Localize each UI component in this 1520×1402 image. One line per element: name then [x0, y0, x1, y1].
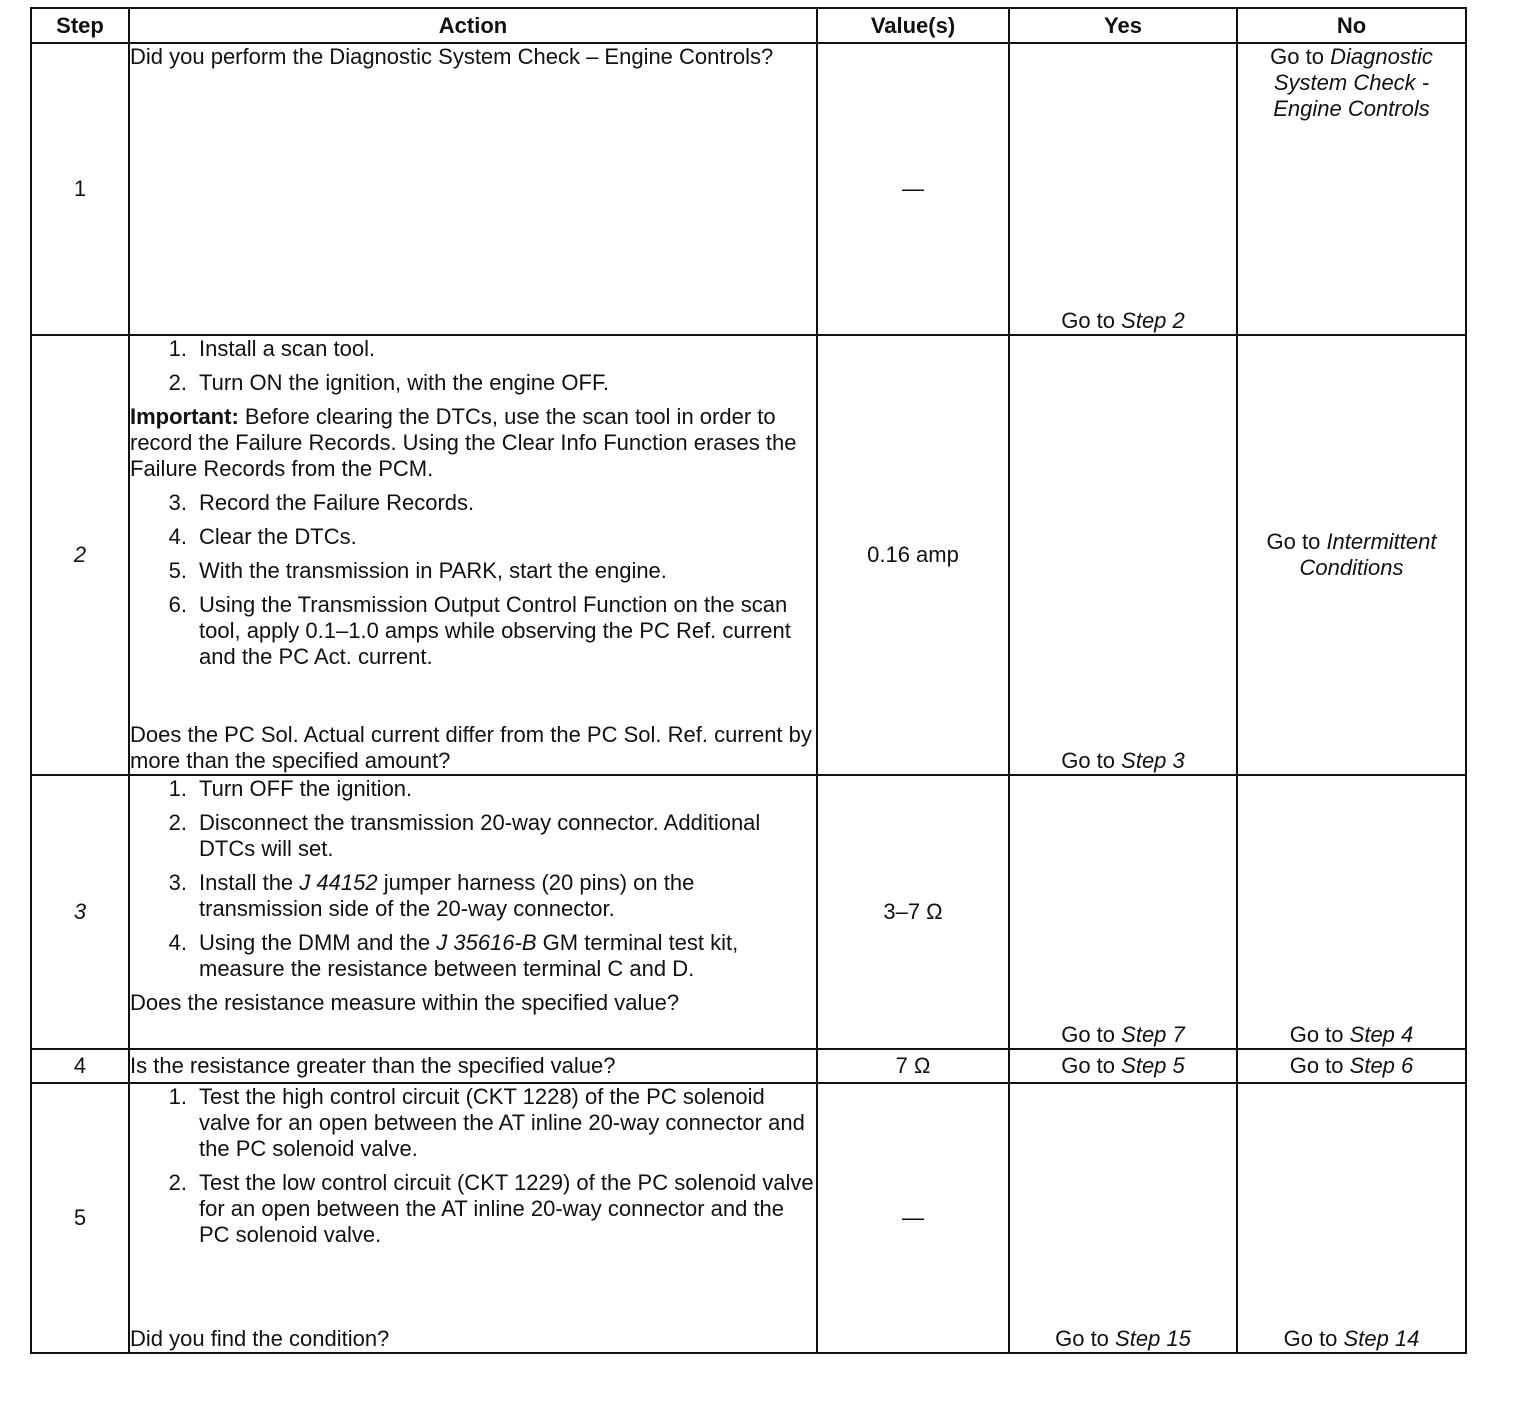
no-cell — [1237, 335, 1466, 775]
action-steps-list — [130, 490, 816, 670]
step-number: 4 — [31, 1049, 129, 1083]
list-item-text: Install a scan tool. — [199, 336, 376, 361]
list-item-text: Clear the DTCs. — [199, 524, 357, 549]
important-text: Before clearing the DTCs, use the scan tool in order to record the Failure Records. Using the Clear Info Function erases the Failure Records from the PCM. — [130, 404, 797, 481]
list-item-number: 3 . — [130, 490, 187, 516]
no-target: Step 4 — [1349, 1022, 1414, 1047]
step-number: 1 — [31, 43, 129, 335]
action-cell — [129, 1083, 817, 1353]
go-to-label: Go to — [1289, 1053, 1344, 1078]
list-item — [130, 810, 816, 862]
yes-target: Step 15 — [1115, 1326, 1191, 1351]
action-question: Does the PC Sol. Actual current differ from the PC Sol. Ref. current by more than the specified amount? — [130, 722, 812, 773]
table-row — [31, 1049, 1466, 1083]
value-cell: 0.16 amp — [817, 335, 1009, 775]
header-step: Step — [31, 8, 129, 43]
list-item-text: Test the low control circuit (CKT 1229) of the PC solenoid valve for an open between the AT inline 20-way connector and the PC solenoid valve. — [199, 1170, 814, 1247]
step-text-pre: Using the DMM and the — [199, 930, 431, 955]
tool-number: J 44152 — [299, 870, 378, 895]
yes-target: Step 5 — [1121, 1053, 1185, 1078]
list-item-text: Disconnect the transmission 20-way connector. Additional DTCs will set. — [199, 810, 761, 861]
no-link[interactable] — [1290, 1053, 1414, 1078]
list-item — [130, 870, 816, 922]
list-item-number: 3 . — [130, 870, 187, 922]
list-item-text: With the transmission in PARK, start the engine. — [199, 558, 667, 583]
table-row — [31, 1083, 1466, 1353]
list-item — [130, 370, 816, 396]
yes-target: Step 7 — [1121, 1022, 1185, 1047]
diagnostic-table-container — [30, 7, 1467, 1354]
list-item — [130, 776, 816, 802]
action-cell — [129, 335, 817, 775]
no-cell — [1237, 1083, 1466, 1353]
list-item-number: 2 . — [130, 810, 187, 862]
yes-target: Step 3 — [1121, 748, 1185, 773]
yes-target: Step 2 — [1121, 308, 1185, 333]
important-note — [130, 404, 816, 482]
list-item-text: Record the Failure Records. — [199, 490, 475, 515]
yes-cell — [1009, 43, 1237, 335]
no-link[interactable] — [1267, 529, 1437, 580]
no-link[interactable] — [1290, 1022, 1414, 1047]
tool-number: J 35616-B — [436, 930, 537, 955]
go-to-label: Go to — [1061, 1022, 1116, 1047]
header-no: No — [1237, 8, 1466, 43]
go-to-label: Go to — [1061, 308, 1116, 333]
list-item — [130, 930, 816, 982]
list-item-text: Turn ON the ignition, with the engine OFF. — [199, 370, 610, 395]
action-question: Does the resistance measure within the specified value? — [130, 990, 680, 1015]
no-link[interactable] — [1284, 1326, 1420, 1351]
action-steps-list — [130, 1084, 816, 1248]
list-item-number: 1 . — [130, 336, 187, 362]
go-to-label: Go to — [1266, 529, 1321, 554]
action-question: Did you perform the Diagnostic System Check – Engine Controls? — [130, 44, 774, 69]
no-target: Step 14 — [1343, 1326, 1420, 1351]
list-item — [130, 592, 816, 670]
no-target: Intermittent Conditions — [1299, 529, 1437, 580]
list-item-text: Test the high control circuit (CKT 1228) of the PC solenoid valve for an open between the AT inline 20-way connector and the PC solenoid valve. — [199, 1084, 805, 1161]
yes-link[interactable] — [1061, 1022, 1185, 1047]
list-item-number: 2 . — [130, 370, 187, 396]
list-item-text — [187, 930, 816, 982]
list-item — [130, 490, 816, 516]
step-number: 2 — [31, 335, 129, 775]
step-number: 3 — [31, 775, 129, 1049]
list-item-text: Using the Transmission Output Control Function on the scan tool, apply 0.1–1.0 amps while observing the PC Ref. current and the PC Act. current. — [199, 592, 791, 669]
diagnostic-table — [30, 7, 1467, 1354]
header-action: Action — [129, 8, 817, 43]
spacer — [130, 1256, 816, 1326]
step-number: 5 — [31, 1083, 129, 1353]
go-to-label: Go to — [1061, 748, 1116, 773]
go-to-label: Go to — [1283, 1326, 1338, 1351]
go-to-label: Go to — [1055, 1326, 1109, 1351]
yes-cell — [1009, 1083, 1237, 1353]
list-item — [130, 1084, 816, 1162]
yes-link[interactable] — [1055, 1326, 1191, 1351]
list-item-text — [187, 870, 816, 922]
no-cell — [1237, 775, 1466, 1049]
yes-cell — [1009, 1049, 1237, 1083]
action-cell — [129, 1049, 817, 1083]
table-row — [31, 43, 1466, 335]
important-label: Important: — [130, 404, 239, 429]
header-yes: Yes — [1009, 8, 1237, 43]
list-item — [130, 1170, 816, 1248]
go-to-label: Go to — [1289, 1022, 1344, 1047]
action-question: Is the resistance greater than the specified value? — [130, 1053, 616, 1078]
yes-cell — [1009, 775, 1237, 1049]
step-text-post: GM terminal test kit, measure the resistance between terminal C and D. — [199, 930, 739, 981]
yes-link[interactable] — [1061, 308, 1185, 333]
list-item — [130, 524, 816, 550]
no-target: Diagnostic System Check - Engine Controls — [1273, 44, 1433, 121]
table-row — [31, 775, 1466, 1049]
action-cell — [129, 43, 817, 335]
table-row — [31, 335, 1466, 775]
no-target: Step 6 — [1349, 1053, 1414, 1078]
value-cell: 7 Ω — [817, 1049, 1009, 1083]
header-row — [31, 8, 1466, 43]
yes-link[interactable] — [1061, 1053, 1185, 1078]
header-values: Value(s) — [817, 8, 1009, 43]
no-link[interactable] — [1270, 44, 1433, 121]
step-text-pre: Install the — [199, 870, 294, 895]
action-steps-list — [130, 336, 816, 396]
list-item-number: 6 . — [130, 592, 187, 670]
no-cell — [1237, 1049, 1466, 1083]
list-item — [130, 336, 816, 362]
yes-cell — [1009, 335, 1237, 775]
list-item-number: 4 . — [130, 524, 187, 550]
list-item-number: 1 . — [130, 1084, 187, 1162]
yes-link[interactable] — [1061, 748, 1185, 773]
action-steps-list — [130, 776, 816, 982]
list-item-text: Turn OFF the ignition. — [199, 776, 413, 801]
action-cell — [129, 775, 817, 1049]
list-item-number: 5 . — [130, 558, 187, 584]
go-to-label: Go to — [1061, 1053, 1116, 1078]
go-to-label: Go to — [1270, 44, 1324, 69]
list-item — [130, 558, 816, 584]
list-item-number: 2 . — [130, 1170, 187, 1248]
value-cell: — — [817, 43, 1009, 335]
value-cell: 3–7 Ω — [817, 775, 1009, 1049]
spacer — [130, 678, 816, 722]
no-cell — [1237, 43, 1466, 335]
action-question: Did you find the condition? — [130, 1326, 390, 1351]
value-cell: — — [817, 1083, 1009, 1353]
list-item-number: 1 . — [130, 776, 187, 802]
step-text-post: jumper harness (20 pins) on the transmission side of the 20-way connector. — [199, 870, 695, 921]
list-item-number: 4 . — [130, 930, 187, 982]
